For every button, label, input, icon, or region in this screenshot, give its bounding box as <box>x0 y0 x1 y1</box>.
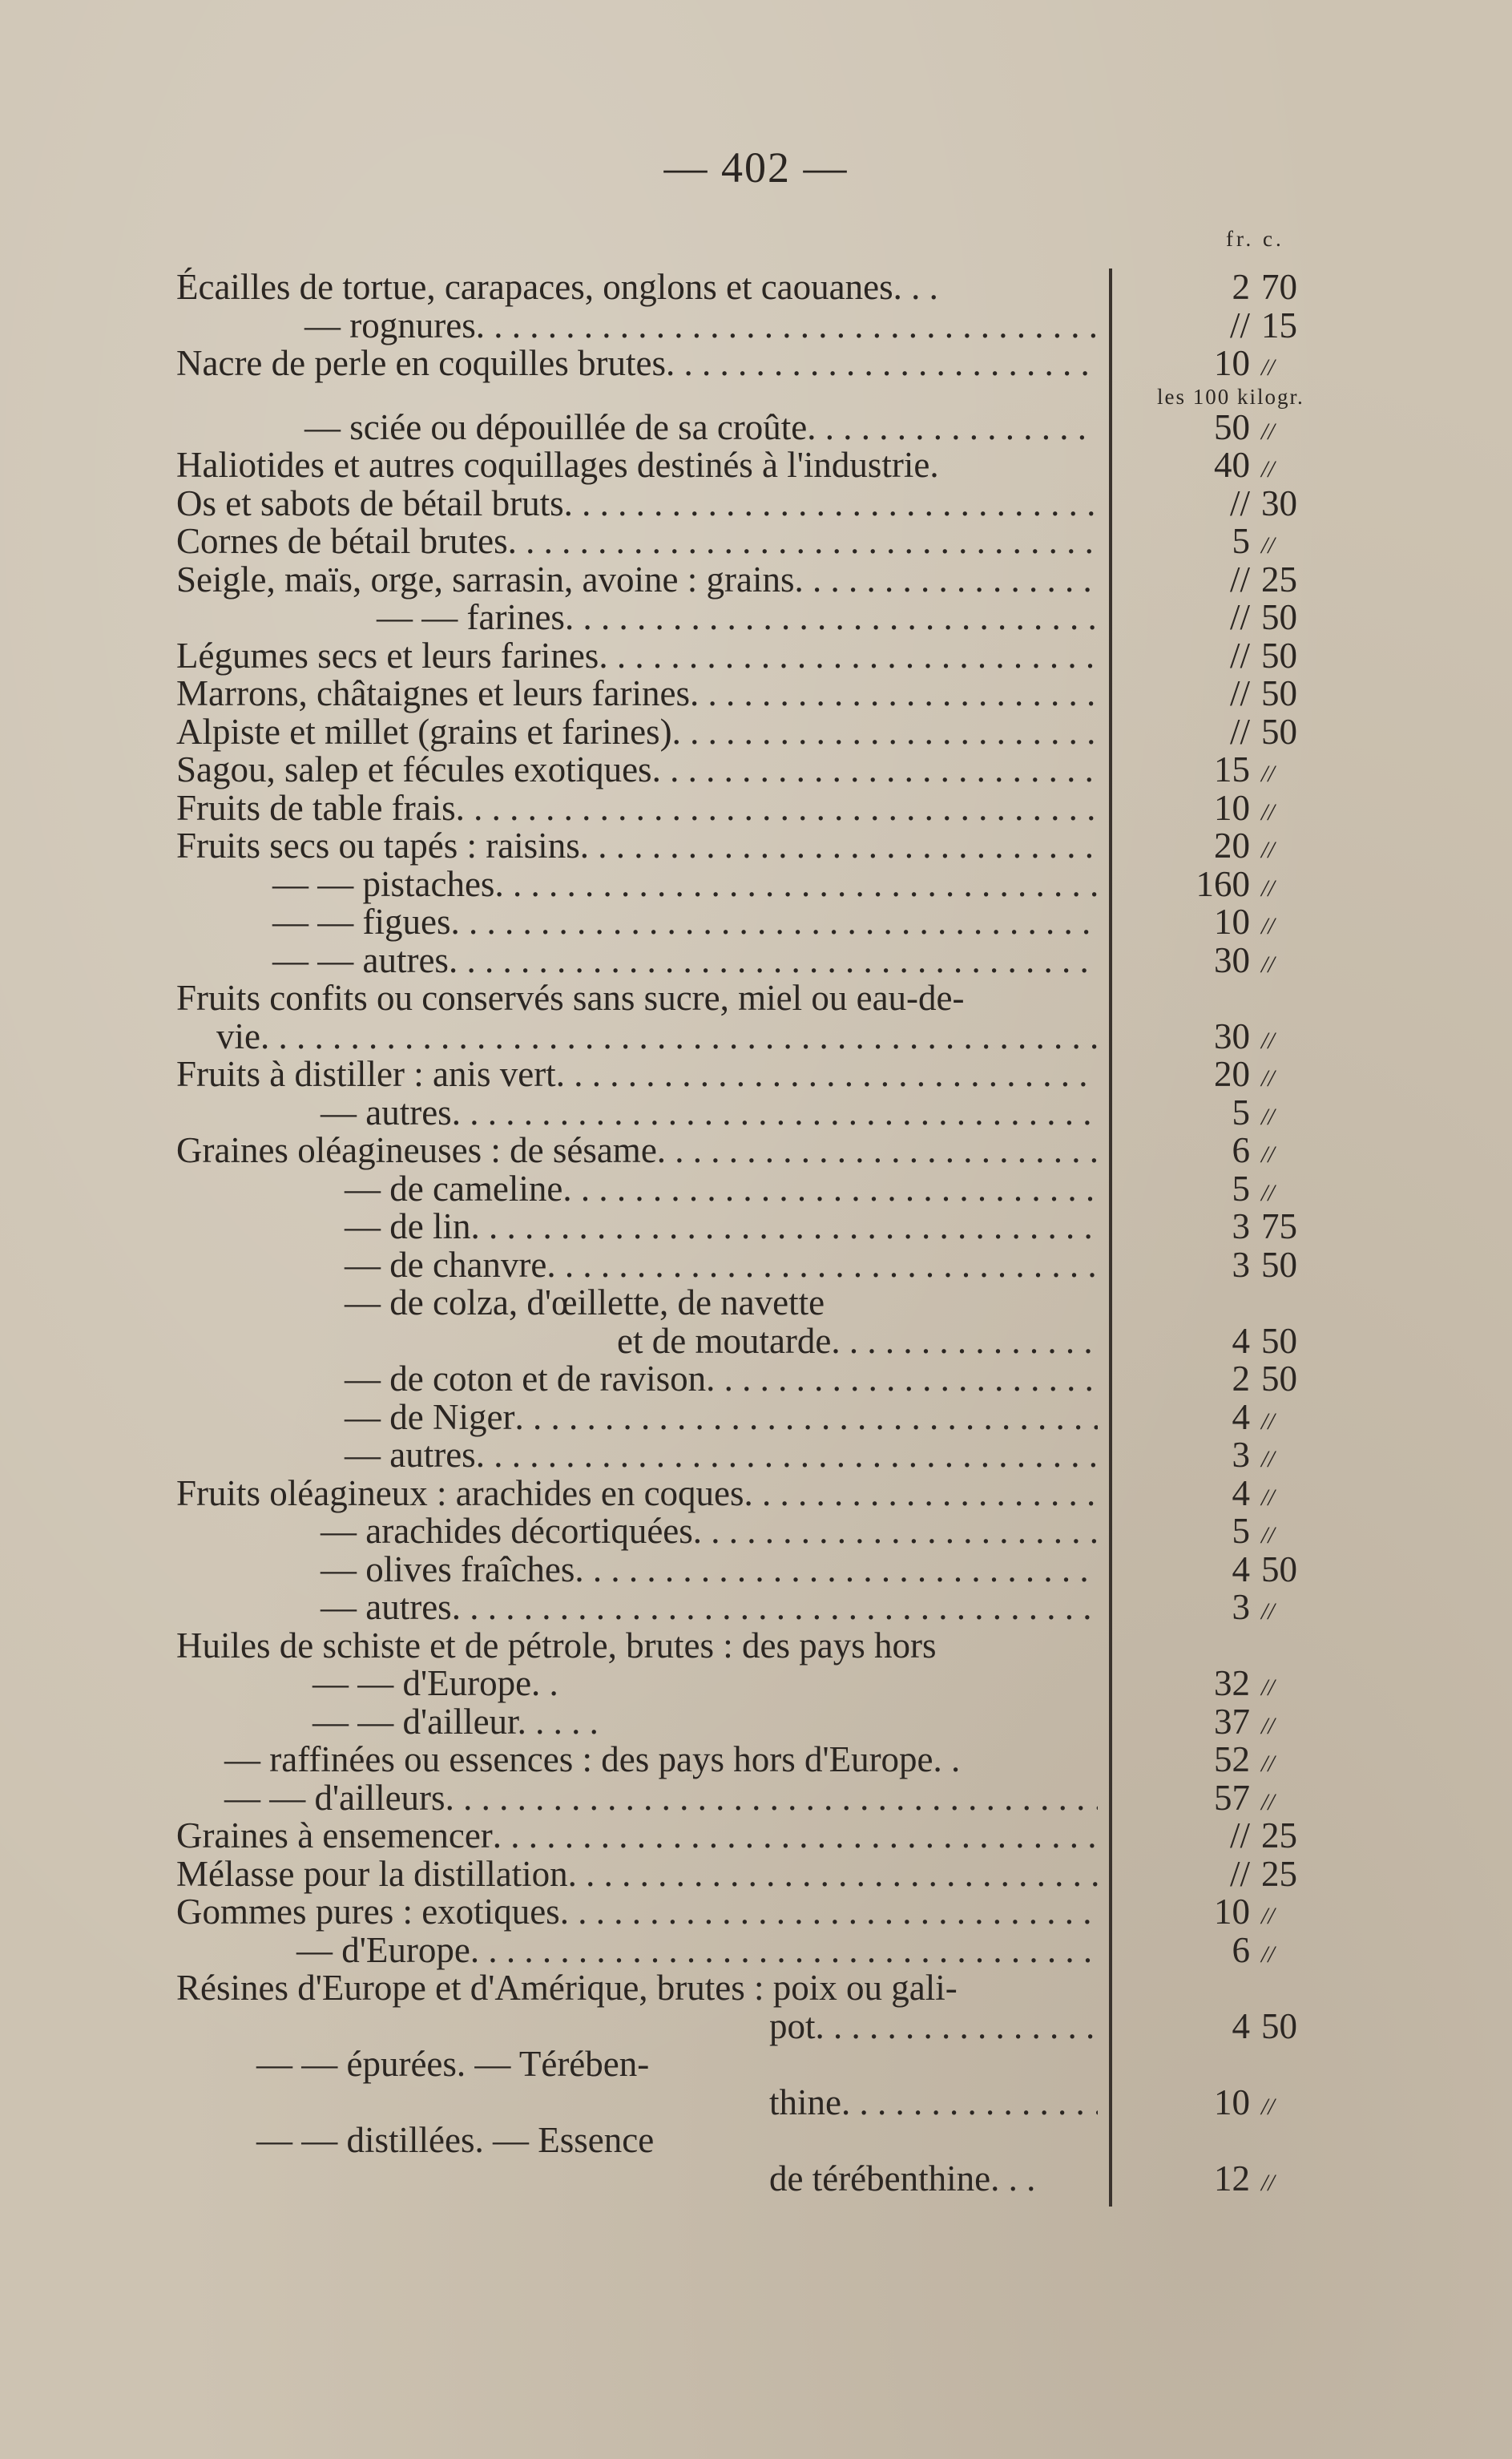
francs-value: 30 <box>1214 1015 1250 1056</box>
centimes-value: 75 <box>1261 1206 1297 1246</box>
table-row <box>769 2158 1098 2199</box>
francs-value: 4 <box>1232 2005 1250 2046</box>
francs-value: 10 <box>1214 1892 1250 1932</box>
row-value <box>1146 1015 1354 1054</box>
table-row <box>769 2005 1098 2044</box>
row-label: Seigle, maïs, orge, sarrasin, avoine : grains <box>176 559 795 600</box>
table-row <box>176 1129 1098 1168</box>
table-row <box>176 1967 1098 2008</box>
centimes-value: // <box>1261 1788 1275 1815</box>
row-value <box>1146 1434 1354 1475</box>
dot-leader <box>599 635 1098 676</box>
dot-leader <box>657 1129 1098 1171</box>
francs-value: // <box>1229 1815 1250 1855</box>
table-row <box>304 406 1098 445</box>
row-value <box>1146 1777 1354 1818</box>
table-row <box>345 1396 1098 1435</box>
centimes-value: 15 <box>1261 305 1297 345</box>
row-value <box>1146 1701 1354 1742</box>
row-value <box>1146 1929 1354 1968</box>
row-label: et de moutarde <box>617 1320 832 1361</box>
francs-value: // <box>1229 1853 1250 1894</box>
francs-value: 5 <box>1232 1511 1250 1551</box>
table-row <box>345 1244 1098 1285</box>
centimes-value: 50 <box>1261 711 1297 752</box>
row-label: — — figues <box>272 902 451 942</box>
centimes-value: // <box>1261 1522 1275 1548</box>
row-value <box>1146 1053 1354 1092</box>
francs-value: 4 <box>1232 1472 1250 1513</box>
dot-leader <box>470 1929 1098 1971</box>
centimes-value: // <box>1261 761 1275 787</box>
row-label: Gommes pures : exotiques <box>176 1892 560 1932</box>
dot-leader <box>690 672 1098 714</box>
dot-leader <box>807 406 1098 448</box>
francs-value: 37 <box>1214 1701 1250 1742</box>
dot-leader <box>580 825 1098 866</box>
table-row <box>176 711 1098 752</box>
francs-value: // <box>1229 597 1250 637</box>
centimes-value: // <box>1261 1903 1275 1929</box>
table-row <box>216 1015 1098 1054</box>
centimes-value: 50 <box>1261 1320 1297 1361</box>
francs-value: 3 <box>1232 1244 1250 1285</box>
row-value <box>1146 406 1354 445</box>
row-value <box>1146 1205 1354 1244</box>
row-label: — — pistaches <box>272 863 495 904</box>
table-row <box>272 863 1098 902</box>
row-label: — de cameline <box>345 1168 563 1209</box>
row-label: Cornes de bétail brutes <box>176 521 508 561</box>
table-row <box>176 1815 1098 1853</box>
centimes-value: // <box>1261 1712 1275 1739</box>
centimes-value: 50 <box>1261 1244 1297 1285</box>
row-value <box>1146 444 1354 483</box>
row-value <box>1146 1662 1354 1701</box>
centimes-value: 50 <box>1261 1548 1297 1589</box>
dot-leader <box>494 863 1098 905</box>
row-value <box>1146 1510 1354 1551</box>
centimes-value: 25 <box>1261 1815 1297 1855</box>
francs-value: 52 <box>1214 1739 1250 1779</box>
dot-leader <box>794 559 1098 600</box>
row-label: — de coton et de ravison <box>345 1359 707 1399</box>
dot-leader <box>562 1168 1098 1209</box>
dot-leader <box>652 749 1098 790</box>
centimes-value: // <box>1261 1674 1275 1701</box>
table-row <box>312 1701 1098 1742</box>
centimes-value: 50 <box>1261 635 1297 676</box>
row-label: — olives fraîches <box>321 1548 575 1589</box>
francs-value: // <box>1229 559 1250 600</box>
centimes-value: // <box>1261 1179 1275 1206</box>
row-value <box>1146 711 1354 752</box>
row-label: Haliotides et autres coquillages destinés à l'industrie. <box>176 445 939 485</box>
row-label: — autres <box>321 1587 452 1627</box>
row-label: Mélasse pour la distillation <box>176 1853 568 1894</box>
table-row <box>176 1853 1098 1892</box>
centimes-value: 30 <box>1261 483 1297 523</box>
dot-leader <box>560 1891 1098 1932</box>
table-row <box>176 342 1098 381</box>
table-row <box>176 266 1098 305</box>
row-label: pot <box>769 2005 816 2046</box>
row-label: Graines à ensemencer <box>176 1815 493 1855</box>
row-label: Fruits oléagineux : arachides en coques <box>176 1472 744 1513</box>
row-label: Nacre de perle en coquilles brutes <box>176 343 666 383</box>
table-row <box>224 1777 1098 1818</box>
centimes-value: // <box>1261 1598 1275 1625</box>
centimes-value: // <box>1261 354 1275 381</box>
row-label: Graines oléagineuses : de sésame <box>176 1130 657 1170</box>
row-value <box>1146 1586 1354 1625</box>
table-row <box>224 1738 1098 1777</box>
row-label: — de colza, d'œillette, de navette <box>345 1282 825 1322</box>
dot-leader <box>831 1320 1098 1362</box>
dot-leader <box>693 1510 1098 1552</box>
table-row <box>296 1929 1098 1968</box>
table-row <box>321 1510 1098 1551</box>
row-value <box>1146 825 1354 866</box>
francs-value: 10 <box>1214 2081 1250 2122</box>
dot-leader <box>564 483 1098 524</box>
table-row <box>321 1586 1098 1625</box>
row-label: — — farines <box>377 597 565 637</box>
row-value <box>1146 520 1354 559</box>
table-row <box>176 672 1098 711</box>
francs-value: 10 <box>1214 902 1250 942</box>
dot-leader <box>816 2005 1098 2047</box>
row-value <box>1146 1396 1354 1435</box>
dot-leader <box>260 1015 1098 1057</box>
row-value <box>1146 1891 1354 1932</box>
dot-leader <box>575 1548 1098 1590</box>
table-row <box>345 1282 1098 1320</box>
centimes-value: 25 <box>1261 559 1297 600</box>
francs-value: 3 <box>1232 1435 1250 1475</box>
centimes-value: // <box>1261 2093 1275 2120</box>
centimes-value: 70 <box>1261 267 1297 307</box>
row-value <box>1146 1815 1354 1853</box>
francs-value: 10 <box>1214 787 1250 828</box>
table-row <box>377 596 1098 635</box>
table-row <box>176 635 1098 676</box>
units-per-100: les 100 kilogr. <box>1157 385 1304 409</box>
row-value <box>1146 1092 1354 1133</box>
francs-value: 160 <box>1195 863 1250 904</box>
francs-value: 4 <box>1232 1396 1250 1437</box>
dot-leader <box>493 1815 1098 1856</box>
row-value <box>1146 596 1354 635</box>
dot-leader <box>449 939 1098 981</box>
francs-value: 12 <box>1214 2158 1250 2199</box>
dot-leader <box>706 1358 1098 1399</box>
table-row <box>176 1472 1098 1511</box>
francs-value: 10 <box>1214 343 1250 383</box>
table-row <box>345 1205 1098 1244</box>
row-label: — — d'Europe. . <box>312 1663 558 1703</box>
dot-leader <box>470 1205 1098 1247</box>
centimes-value: // <box>1261 418 1275 445</box>
dot-leader <box>556 1053 1098 1095</box>
francs-value: 5 <box>1232 521 1250 561</box>
row-value <box>1146 1548 1354 1587</box>
table-row <box>617 1320 1098 1359</box>
row-label: Fruits à distiller : anis vert <box>176 1054 556 1094</box>
dot-leader <box>565 596 1098 638</box>
row-value <box>1146 939 1354 978</box>
table-row <box>256 2043 1098 2084</box>
row-label: — autres <box>345 1435 476 1475</box>
row-label: Fruits secs ou tapés : raisins <box>176 826 580 866</box>
francs-value: 4 <box>1232 1548 1250 1589</box>
row-label: de térébenthine. . . <box>769 2158 1036 2199</box>
row-label: — rognures <box>304 305 476 345</box>
row-label: Huiles de schiste et de pétrole, brutes : des pays hors <box>176 1625 937 1666</box>
row-label: vie <box>216 1015 260 1056</box>
dot-leader <box>452 1586 1098 1628</box>
dot-leader <box>450 901 1098 943</box>
row-value <box>1146 342 1354 381</box>
dot-leader <box>666 342 1098 384</box>
dot-leader <box>672 711 1098 753</box>
francs-value: 40 <box>1214 445 1250 485</box>
centimes-value: // <box>1261 1027 1275 1054</box>
row-label: — arachides décortiquées <box>321 1511 693 1551</box>
row-label: Marrons, châtaignes et leurs farines <box>176 673 691 713</box>
dot-leader <box>546 1244 1098 1286</box>
francs-value: 15 <box>1214 749 1250 789</box>
table-row <box>176 977 1098 1018</box>
table-row <box>176 1625 1098 1666</box>
row-label: Résines d'Europe et d'Amérique, brutes : poix ou gali- <box>176 1968 958 2008</box>
centimes-value: // <box>1261 913 1275 939</box>
dot-leader <box>456 787 1098 829</box>
row-value <box>1146 1358 1354 1399</box>
table-row <box>321 1548 1098 1587</box>
row-value <box>1146 787 1354 826</box>
francs-value: // <box>1229 483 1250 523</box>
row-label: — autres <box>321 1092 452 1133</box>
table-row <box>256 2119 1098 2158</box>
table-row <box>176 1891 1098 1932</box>
centimes-value: 50 <box>1261 673 1297 713</box>
francs-value: 3 <box>1232 1587 1250 1627</box>
table-row <box>345 1434 1098 1475</box>
row-value <box>1146 2158 1354 2199</box>
francs-value: 2 <box>1232 267 1250 307</box>
francs-value: // <box>1229 711 1250 752</box>
row-label: Fruits de table frais <box>176 787 456 828</box>
dot-leader <box>476 305 1098 346</box>
dot-leader <box>452 1092 1098 1133</box>
table-row <box>304 305 1098 343</box>
dot-leader <box>476 1434 1098 1476</box>
row-value <box>1146 2005 1354 2044</box>
dot-leader <box>508 520 1098 562</box>
table-row <box>321 1092 1098 1133</box>
dot-leader <box>744 1472 1098 1514</box>
centimes-value: // <box>1261 1407 1275 1435</box>
table-row <box>176 749 1098 787</box>
row-value <box>1146 1738 1354 1777</box>
row-value <box>1146 901 1354 942</box>
francs-value: 5 <box>1232 1092 1250 1133</box>
row-label: — — d'ailleurs <box>224 1777 446 1818</box>
centimes-value: // <box>1261 1065 1275 1092</box>
column-divider <box>1109 269 1112 2207</box>
table-row <box>345 1168 1098 1209</box>
row-value <box>1146 1244 1354 1285</box>
francs-value: 20 <box>1214 826 1250 866</box>
centimes-value: // <box>1261 2169 1275 2196</box>
centimes-value: // <box>1261 1484 1275 1511</box>
francs-value: 57 <box>1214 1777 1250 1818</box>
row-label: — de chanvre <box>345 1244 547 1285</box>
table-row <box>312 1662 1098 1701</box>
row-label: — d'Europe <box>296 1929 470 1970</box>
centimes-value: 50 <box>1261 2005 1297 2046</box>
row-value <box>1146 863 1354 902</box>
table-row <box>176 444 1098 483</box>
row-value <box>1146 1853 1354 1892</box>
row-label: Fruits confits ou conservés sans sucre, miel ou eau-de- <box>176 978 965 1018</box>
row-value <box>1146 559 1354 600</box>
row-label: — sciée ou dépouillée de sa croûte <box>304 406 808 447</box>
francs-value: // <box>1229 305 1250 345</box>
table-row <box>176 520 1098 559</box>
table-row <box>176 483 1098 521</box>
dot-leader <box>568 1853 1098 1895</box>
table-row <box>272 939 1098 978</box>
row-label: — — d'ailleur. . . . . <box>312 1701 599 1742</box>
francs-value: 50 <box>1214 406 1250 447</box>
francs-value: 6 <box>1232 1929 1250 1970</box>
dot-leader <box>514 1396 1098 1438</box>
row-value <box>1146 749 1354 787</box>
centimes-value: // <box>1261 951 1275 978</box>
table-row <box>176 787 1098 826</box>
francs-value: 2 <box>1232 1359 1250 1399</box>
centimes-value: 50 <box>1261 597 1297 637</box>
francs-value: 6 <box>1232 1130 1250 1170</box>
centimes-value: // <box>1261 1446 1275 1472</box>
centimes-value: // <box>1261 1940 1275 1968</box>
table-row <box>345 1358 1098 1399</box>
table-row <box>769 2081 1098 2120</box>
dot-leader <box>841 2081 1098 2123</box>
francs-value: 20 <box>1214 1054 1250 1094</box>
row-value <box>1146 1168 1354 1209</box>
row-value <box>1146 483 1354 521</box>
centimes-value: // <box>1261 837 1275 863</box>
centimes-value: 25 <box>1261 1853 1297 1894</box>
row-label: — — autres <box>272 939 449 980</box>
row-label: thine <box>769 2081 841 2122</box>
row-label: Légumes secs et leurs farines <box>176 635 599 676</box>
row-value <box>1146 1320 1354 1359</box>
row-label: — — épurées. — Térében- <box>256 2044 650 2084</box>
dot-leader <box>446 1777 1098 1819</box>
page-number: — 402 — <box>663 143 849 192</box>
table-row <box>176 825 1098 866</box>
row-label: Sagou, salep et fécules exotiques <box>176 749 652 789</box>
centimes-value: // <box>1261 798 1275 826</box>
row-label: Écailles de tortue, carapaces, onglons et caouanes. . . <box>176 267 938 307</box>
row-value <box>1146 635 1354 676</box>
row-value <box>1146 266 1354 305</box>
table-row <box>176 1053 1098 1092</box>
table-row <box>272 901 1098 942</box>
units-header: fr. c. <box>1226 227 1284 251</box>
centimes-value: // <box>1261 1750 1275 1777</box>
centimes-value: // <box>1261 1141 1275 1168</box>
centimes-value: 50 <box>1261 1359 1297 1399</box>
centimes-value: // <box>1261 456 1275 483</box>
row-value <box>1146 1472 1354 1511</box>
francs-value: 4 <box>1232 1320 1250 1361</box>
row-value <box>1146 672 1354 711</box>
row-label: — raffinées ou essences : des pays hors d'Europe. . <box>224 1739 961 1779</box>
francs-value: // <box>1229 673 1250 713</box>
row-value <box>1146 2081 1354 2120</box>
francs-value: 3 <box>1232 1206 1250 1246</box>
centimes-value: // <box>1261 1103 1275 1130</box>
row-value <box>1146 305 1354 343</box>
francs-value: // <box>1229 635 1250 676</box>
row-label: — de Niger <box>345 1396 515 1437</box>
row-label: Alpiste et millet (grains et farines) <box>176 711 672 752</box>
francs-value: 32 <box>1214 1663 1250 1703</box>
table-row <box>176 559 1098 600</box>
francs-value: 5 <box>1232 1168 1250 1209</box>
francs-value: 30 <box>1214 939 1250 980</box>
row-label: — de lin <box>345 1206 471 1246</box>
centimes-value: // <box>1261 532 1275 559</box>
row-value <box>1146 1129 1354 1168</box>
centimes-value: // <box>1261 874 1275 902</box>
row-label: — — distillées. — Essence <box>256 2120 655 2160</box>
row-label: Os et sabots de bétail bruts <box>176 483 564 523</box>
